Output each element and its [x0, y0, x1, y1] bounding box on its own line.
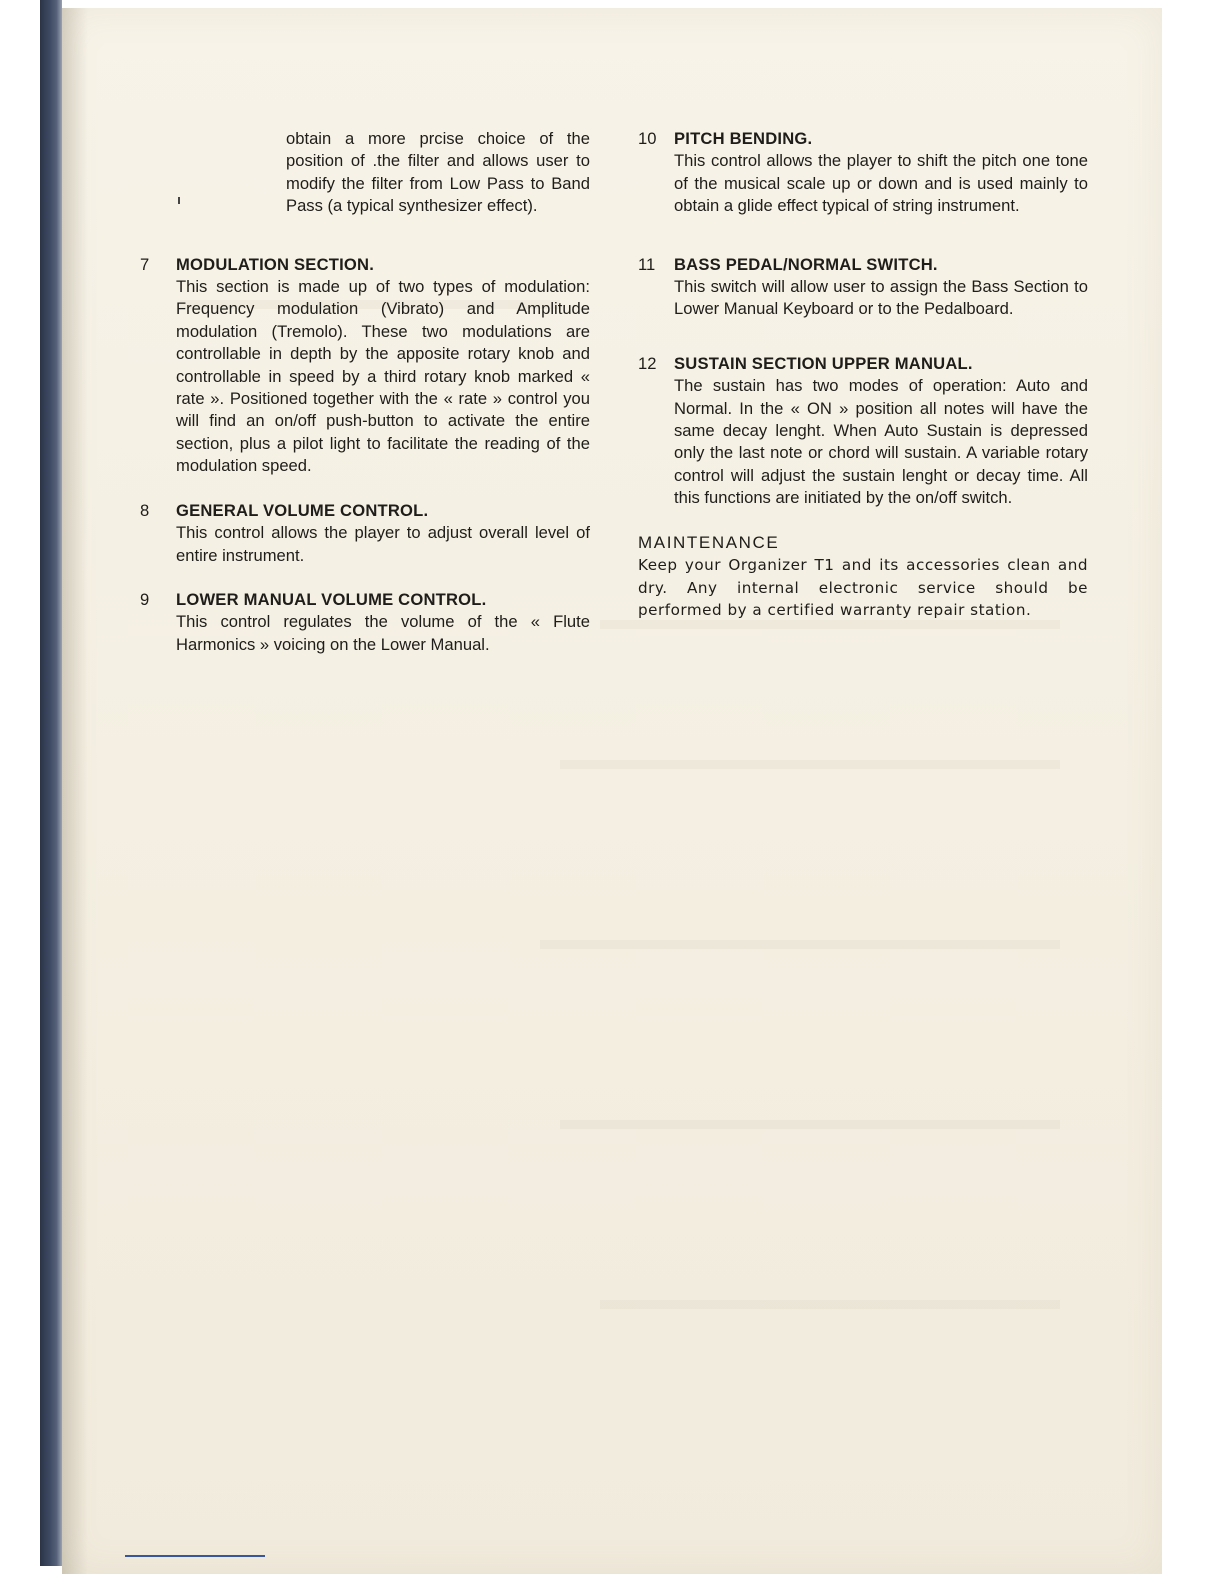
section-number: 12 [638, 353, 657, 373]
section-number: 9 [140, 589, 150, 609]
section-10 [638, 128, 1088, 218]
section-heading: BASS PEDAL/NORMAL SWITCH. [674, 254, 938, 274]
binding-shadow [62, 8, 88, 1574]
section-heading: SUSTAIN SECTION UPPER MANUAL. [674, 353, 973, 373]
section-heading: GENERAL VOLUME CONTROL. [176, 500, 429, 520]
show-through-shade [540, 940, 1060, 949]
bottom-rule [125, 1555, 265, 1557]
section-11 [638, 254, 1088, 321]
maintenance-title: MAINTENANCE [638, 532, 780, 552]
section-9 [140, 589, 590, 656]
continuation-paragraph: obtain a more prcise choice of the position of .the filter and allows user to modify the filter from Low Pass to Band Pass (a typical synthesizer effect). [286, 129, 590, 216]
section-number: 10 [638, 129, 657, 148]
show-through-shade [560, 1120, 1060, 1129]
section-12 [638, 353, 1088, 510]
show-through-shade [560, 760, 1060, 769]
left-column [140, 128, 590, 656]
section-body: This control regulates the volume of the « Flute Harmonics » voicing on the Lower Manual. [176, 612, 590, 654]
section-number: 7 [140, 254, 150, 274]
section-8 [140, 500, 590, 567]
section-body: This control allows the player to adjust overall level of entire instrument. [176, 523, 590, 565]
section-body: This control allows the player to shift the pitch one tone of the musical scale up or down and is used mainly to obtain a glide effect typical of string instrument. [674, 151, 1088, 216]
section-heading: PITCH BENDING. [674, 129, 813, 148]
section-body: This section is made up of two types of modulation: Frequency modulation (Vibrato) and Amplitude modulation (Tremolo). These two modulations are controllable in depth by the apposite rotary knob and controllable in speed by a third rotary knob marked « rate ». Positioned together with the « rate » control you will find an on/off push-button to activate the entire section, plus a pilot light to facilitate the reading of the modulation speed. [176, 277, 590, 476]
show-through-shade [600, 1300, 1060, 1309]
section-body: The sustain has two modes of operation: Auto and Normal. In the « ON » position all notes will have the same decay lenght. When Auto Sustain is depressed only the last note or chord will sustain. A variable rotary control will adjust the sustain lenght or decay time. All this functions are initiated by the on/off switch. [674, 376, 1088, 508]
section-heading: LOWER MANUAL VOLUME CONTROL. [176, 589, 487, 609]
maintenance-body: Keep your Organizer T1 and its accessories clean and dry. Any internal electronic service should be performed by a certified warranty repair station. [638, 556, 1088, 620]
section-number: 11 [638, 254, 656, 274]
section-body: This switch will allow user to assign the Bass Section to Lower Manual Keyboard or to the Pedalboard. [674, 277, 1088, 319]
section-heading: MODULATION SECTION. [176, 254, 374, 274]
section-7 [140, 254, 590, 478]
section-number: 8 [140, 500, 150, 520]
binding-edge [40, 0, 62, 1566]
right-column [638, 128, 1088, 622]
